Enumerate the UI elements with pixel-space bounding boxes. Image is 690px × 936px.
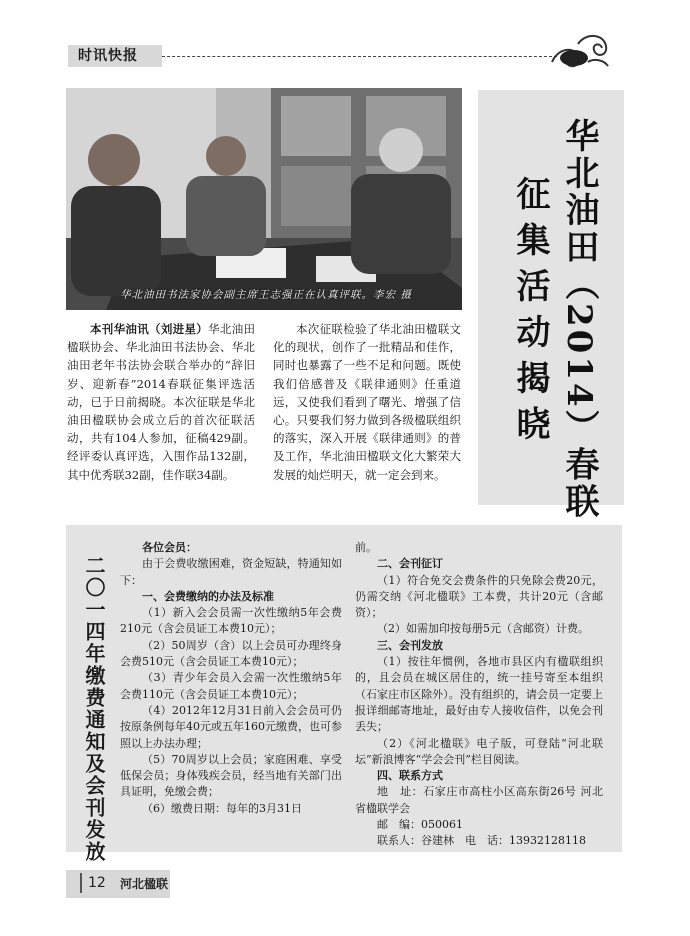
header-rule bbox=[162, 56, 557, 57]
notice-item: （2）50周岁（含）以上会员可办理终身会费510元（含会员证工本费10元）； bbox=[120, 638, 342, 669]
notice-item: （2）《河北楹联》电子版，可登陆“河北联坛”新浪博客“学会会刊”栏目阅读。 bbox=[355, 736, 603, 766]
article-body-left: 华北油田楹联协会、华北油田书法协会、华北油田老年书法协会联合举办的“辞旧岁、迎新春”2014春联征集评选活动，已于日前揭晓。本次征联是华北油田楹联协会成立后的首次征联活动，共有104人参加，征稿429副。经评委认真评选，入围作品132副，其中优秀联32副，佳作联34副。 bbox=[67, 322, 256, 482]
notice-heading: 三、会刊发放 bbox=[377, 638, 443, 652]
contact-postcode: 邮 编：050061 bbox=[377, 818, 463, 832]
notice-item: （1）按往年惯例，各地市县区内有楹联组织的，且会员在城区居住的，统一挂号寄至本组织（石家庄市区除外）。没有组织的，请会员一定要上报详细邮寄地址，最好由专人接收信件，以免会刊丢失； bbox=[355, 655, 603, 734]
notice-heading: 一、会费缴纳的办法及标准 bbox=[142, 589, 274, 603]
notice-item: （1）符合免交会费条件的只免除会费20元，仍需交纳《河北楹联》工本费，共计20元（含邮资）； bbox=[355, 573, 603, 620]
contact-address: 地 址：石家庄市高柱小区高东街26号 河北省楹联学会 bbox=[355, 785, 603, 815]
notice-paragraph: 前。 bbox=[355, 541, 377, 554]
notice-item: （5）70周岁以上会员；家庭困难、享受低保会员；身体残疾会员，经当地有关部门出具证明，免缴会费； bbox=[120, 752, 342, 799]
notice-item: （2）如需加印按每册5元（含邮资）计费。 bbox=[377, 622, 589, 636]
headline-sub: 征集活动揭晓 bbox=[510, 176, 550, 452]
notice-paragraph: 由于会费收缴困难，资金短缺，特通知如下： bbox=[120, 557, 342, 587]
headline-main: 华北油田（2014）春联 bbox=[559, 118, 599, 521]
magazine-name: 河北楹联 bbox=[120, 877, 169, 891]
notice-greeting: 各位会员： bbox=[142, 541, 197, 554]
notice-item: （3）青少年会员入会需一次性缴纳5年会费110元（含会员证工本费10元）； bbox=[120, 671, 342, 701]
article-body-right: 本次征联检验了华北油田楹联文化的现状，创作了一批精品和佳作，同时也暴露了一些不足和问题。既使我们倍感普及《联律通则》任重道远，又使我们看到了曙光、增强了信心。只要我们努力做到各级楹联组织的落实，深入开展《联律通则》的普及工作，华北油田楹联文化大繁荣大发展的灿烂明天，就一定会到来。 bbox=[273, 322, 461, 482]
notice-column-right bbox=[355, 540, 603, 850]
news-photo bbox=[66, 88, 462, 310]
photo-caption: 华北油田书法家协会副主席王志强正在认真评联。李宏 摄 bbox=[120, 289, 412, 301]
article-lead: 本刊华油讯（刘进星） bbox=[90, 322, 209, 336]
notice-item: （4）2012年12月31日前入会会员可仍按原条例每年40元或五年160元缴费，也可参照以上办法办理； bbox=[120, 703, 342, 750]
notice-heading: 四、联系方式 bbox=[377, 769, 443, 783]
notice-title: 二〇一四年缴费通知及会刊发放 bbox=[82, 555, 106, 863]
contact-person: 联系人：谷建林 电 话：13932128118 bbox=[377, 834, 586, 848]
article-column-right bbox=[273, 320, 461, 484]
notice-column-left bbox=[120, 540, 342, 817]
notice-heading: 二、会刊征订 bbox=[377, 557, 443, 571]
page-number: 12 bbox=[80, 873, 106, 893]
notice-item: （6）缴费日期：每年的3月31日 bbox=[142, 801, 302, 815]
section-label: 时讯快报 bbox=[68, 45, 162, 67]
notice-item: （1）新入会会员需一次性缴纳5年会费210元（含会员证工本费10元）； bbox=[120, 606, 342, 636]
article-column-left bbox=[67, 320, 255, 484]
cloud-ornament-icon bbox=[548, 28, 614, 74]
